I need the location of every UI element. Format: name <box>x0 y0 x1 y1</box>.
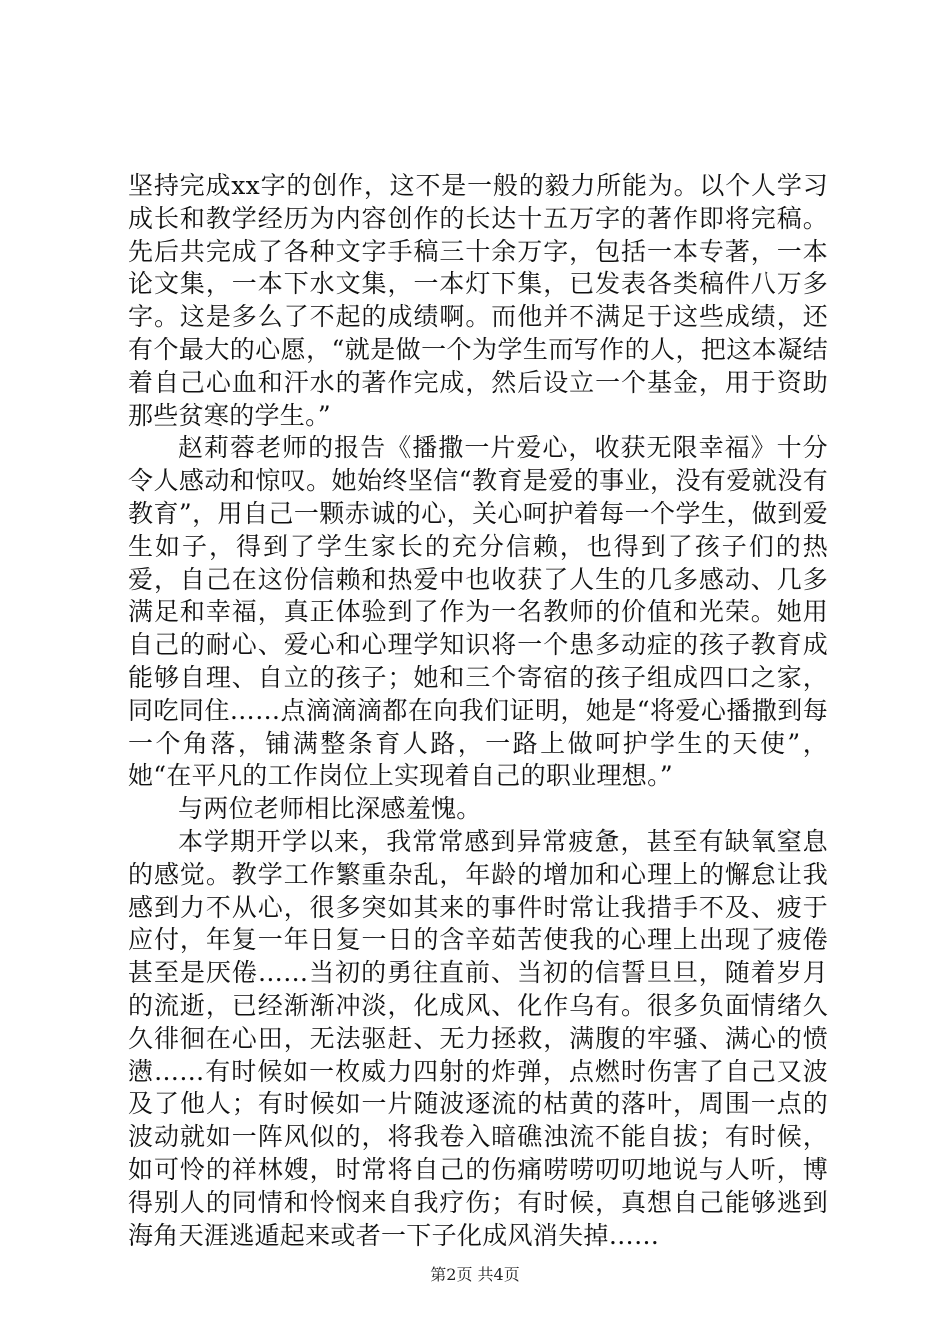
paragraph-2: 赵莉蓉老师的报告《播撒一片爱心，收获无限幸福》十分令人感动和惊叹。她始终坚信“教育是爱的事业，没有爱就没有教育”，用自己一颗赤诚的心，关心呵护着每一个学生，做到爱生如子，得到了学生家长的充分信赖，也得到了孩子们的热爱，自己在这份信赖和热爱中也收获了人生的几多感动、几多满足和幸福，真正体验到了作为一名教师的价值和光荣。她用自己的耐心、爱心和心理学知识将一个患多动症的孩子教育成能够自理、自立的孩子；她和三个寄宿的孩子组成四口之家，同吃同住……点滴滴滴都在向我们证明，她是“将爱心播撒到每一个角落，铺满整条育人路，一路上做呵护学生的天使”，她“在平凡的工作岗位上实现着自己的职业理想。” <box>128 433 828 791</box>
paragraph-1: 坚持完成xx字的创作，这不是一般的毅力所能为。以个人学习成长和教学经历为内容创作的长达十五万字的著作即将完稿。先后共完成了各种文字手稿三十余万字，包括一本专著，一本论文集，一本下水文集，一本灯下集，已发表各类稿件八万多字。这是多么了不起的成绩啊。而他并不满足于这些成绩，还有个最大的心愿，“就是做一个为学生而写作的人，把这本凝结着自己心血和汗水的著作完成，然后设立一个基金，用于资助那些贫寒的学生。” <box>128 171 828 430</box>
page-footer: 第2页 共4页 <box>430 1265 520 1284</box>
paragraph-4: 本学期开学以来，我常常感到异常疲惫，甚至有缺氧窒息的感觉。教学工作繁重杂乱，年龄的增加和心理上的懈怠让我感到力不从心，很多突如其来的事件时常让我措手不及、疲于应付，年复一年日复一日的含辛茹苦使我的心理上出现了疲倦甚至是厌倦……当初的勇往直前、当初的信誓旦旦，随着岁月的流逝，已经渐渐冲淡，化成风、化作乌有。很多负面情绪久久徘徊在心田，无法驱赶、无力拯救，满腹的牢骚、满心的愤懑……有时候如一枚威力四射的炸弹，点燃时伤害了自己又波及了他人；有时候如一片随波逐流的枯黄的落叶，周围一点的波动就如一阵风似的，将我卷入暗礁浊流不能自拔；有时候，如可怜的祥林嫂，时常将自己的伤痛唠唠叨叨地说与人听，博得别人的同情和怜悯来自我疗伤；有时候，真想自己能够逃到海角天涯逃遁起来或者一下子化成风消失掉…… <box>128 826 828 1250</box>
paragraph-3: 与两位老师相比深感羞愧。 <box>178 794 482 824</box>
body-text <box>128 170 828 1252</box>
